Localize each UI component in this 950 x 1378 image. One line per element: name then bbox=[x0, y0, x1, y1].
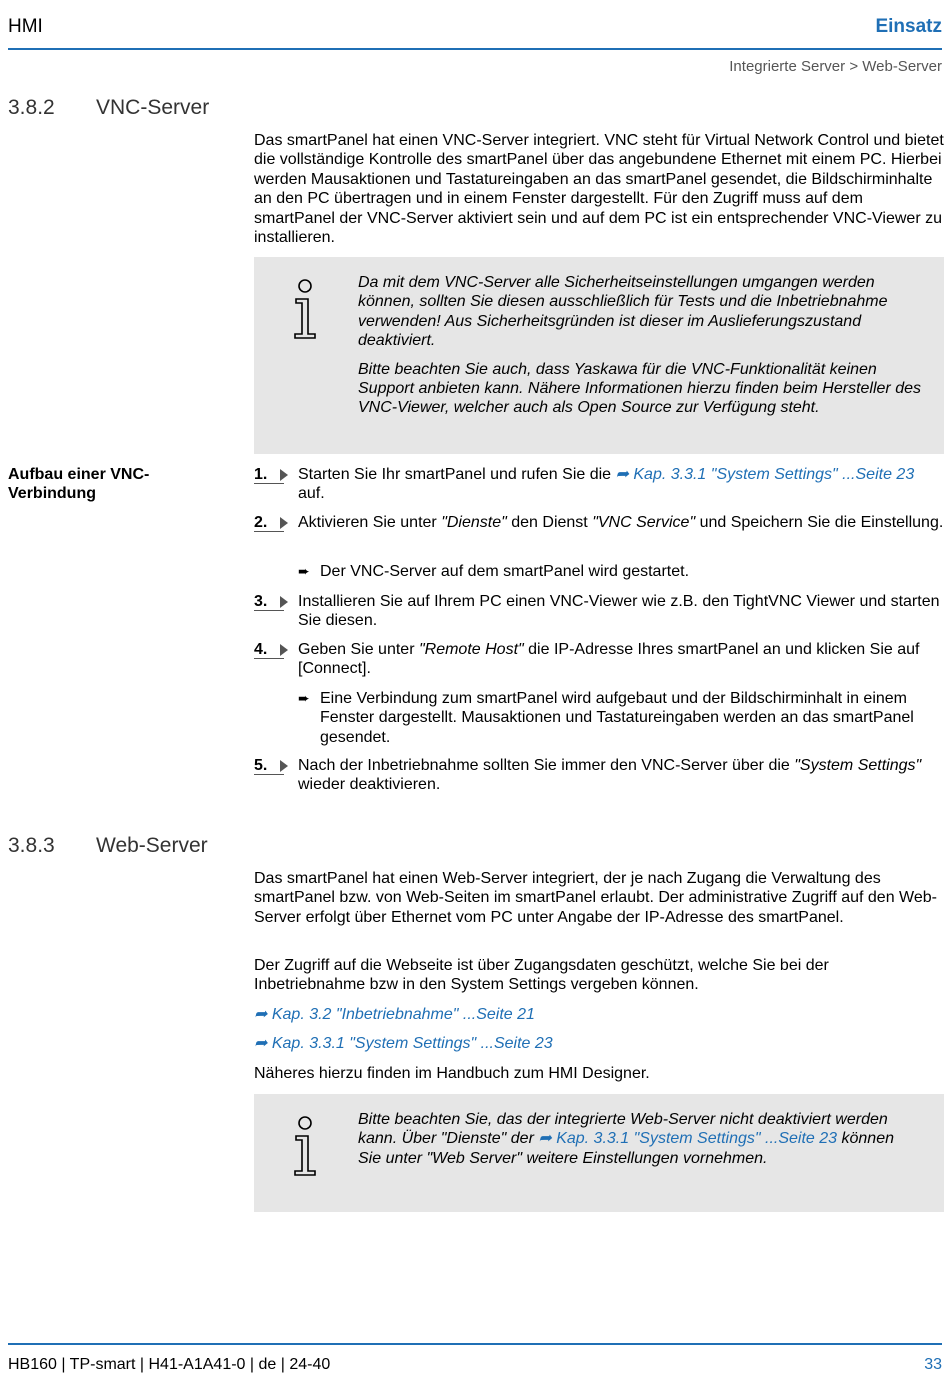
step-number: 1. bbox=[254, 465, 290, 484]
result-arrow-icon: ➨ bbox=[298, 690, 310, 706]
cross-reference-link[interactable]: ➦ Kap. 3.2 "Inbetriebnahme" ...Seite 21 bbox=[254, 1006, 535, 1023]
result-arrow-icon: ➨ bbox=[298, 563, 310, 579]
section-title: Web-Server bbox=[96, 834, 208, 857]
step-number: 3. bbox=[254, 592, 290, 611]
note-text: Bitte beachten Sie, das der integrierte Web-Server nicht deaktiviert werden kann. Über "Dienste" der ➦ Kap. 3.3.1 "System Settings" ...Seite 23 können Sie unter "Web Server" weitere Einstellungen vornehmen. bbox=[358, 1111, 894, 1167]
section-number: 3.8.2 bbox=[8, 96, 55, 119]
step-text: Nach der Inbetriebnahme sollten Sie immer den VNC-Server über die "System Settings" wieder deaktivieren. bbox=[298, 757, 922, 794]
cross-reference-link[interactable]: ➦ Kap. 3.3.1 "System Settings" ...Seite 23 bbox=[254, 1035, 553, 1052]
step-number: 4. bbox=[254, 640, 290, 659]
breadcrumb: Integrierte Server > Web-Server bbox=[729, 58, 942, 75]
cross-reference-link[interactable]: ➦ Kap. 3.3.1 "System Settings" ...Seite 23 bbox=[538, 1130, 838, 1148]
page-number: 33 bbox=[924, 1356, 942, 1373]
access-paragraph: Der Zugriff auf die Webseite ist über Zugangsdaten geschützt, welche Sie bei der Inbetriebnahme bzw in den System Settings vergeben können. bbox=[254, 957, 829, 994]
info-icon bbox=[290, 1116, 320, 1178]
step-text: Starten Sie Ihr smartPanel und rufen Sie die ➦ Kap. 3.3.1 "System Settings" ...Seite 23 auf. bbox=[298, 466, 915, 503]
section-title: VNC-Server bbox=[96, 96, 210, 119]
note-box bbox=[254, 1094, 944, 1212]
note-paragraph: Da mit dem VNC-Server alle Sicherheitseinstellungen umgangen werden können, sollten Sie diesen ausschließlich für Tests und die Inbetriebnahme verwenden! Aus Sicherheitsgründen ist dieser im Auslieferungszustand deaktiviert. bbox=[358, 274, 888, 350]
intro-paragraph: Das smartPanel hat einen VNC-Server integriert. VNC steht für Virtual Network Control und bietet die vollständige Kontrolle des smartPanel über das angebundene Ethernet mit einem PC. Hierbei werden Mausaktionen und Tastatureingaben an das smartPanel gesendet, die Bildschirminhalte an den PC übertragen und in einem Fenster dargestellt. Für den Zugriff muss auf dem smartPanel der VNC-Server aktiviert sein und auf dem PC ist ein entsprechender VNC-Viewer zu installieren. bbox=[254, 132, 944, 247]
step-number: 2. bbox=[254, 513, 290, 532]
section-number: 3.8.3 bbox=[8, 834, 55, 857]
note-box bbox=[254, 257, 944, 454]
note-text bbox=[358, 273, 928, 427]
side-label: Aufbau einer VNC-Verbindung bbox=[8, 466, 150, 503]
handbook-paragraph: Näheres hierzu finden im Handbuch zum HMI Designer. bbox=[254, 1065, 650, 1082]
web-server-paragraph: Das smartPanel hat einen Web-Server integriert, der je nach Zugang die Verwaltung des smartPanel bzw. von Web-Seiten im smartPanel erlaubt. Der administrative Zugriff auf den Web-Server erfolgt über Ethernet vom PC unter Angabe der IP-Adresse des smartPanel. bbox=[254, 870, 937, 926]
step-text: Installieren Sie auf Ihrem PC einen VNC-Viewer wie z.B. den TightVNC Viewer und starten Sie diesen. bbox=[298, 593, 940, 630]
footer-doc-id: HB160 | TP-smart | H41-A1A41-0 | de | 24-40 bbox=[8, 1356, 331, 1373]
header-section: Einsatz bbox=[875, 16, 942, 37]
info-icon bbox=[290, 279, 320, 341]
header-rule bbox=[8, 48, 942, 50]
step-text: Geben Sie unter "Remote Host" die IP-Adresse Ihres smartPanel an und klicken Sie auf [Connect]. bbox=[298, 641, 920, 678]
result-text: Eine Verbindung zum smartPanel wird aufgebaut und der Bildschirminhalt in einem Fenster dargestellt. Mausaktionen und Tastatureingaben werden an das smartPanel gesendet. bbox=[320, 690, 914, 746]
cross-reference-link[interactable]: ➦ Kap. 3.3.1 "System Settings" ...Seite 23 bbox=[615, 466, 915, 483]
note-paragraph: Bitte beachten Sie auch, dass Yaskawa für die VNC-Funktionalität keinen Support anbieten kann. Nähere Informationen hierzu finden beim Hersteller des VNC-Viewer, welcher auch als Open Source zur Verfügung steht. bbox=[358, 360, 921, 417]
header-chapter: HMI bbox=[8, 16, 43, 37]
step-text: Aktivieren Sie unter "Dienste" den Dienst "VNC Service" und Speichern Sie die Einstellung. bbox=[298, 514, 944, 531]
result-text: Der VNC-Server auf dem smartPanel wird gestartet. bbox=[320, 563, 690, 580]
footer-rule bbox=[8, 1343, 942, 1345]
step-number: 5. bbox=[254, 756, 290, 775]
